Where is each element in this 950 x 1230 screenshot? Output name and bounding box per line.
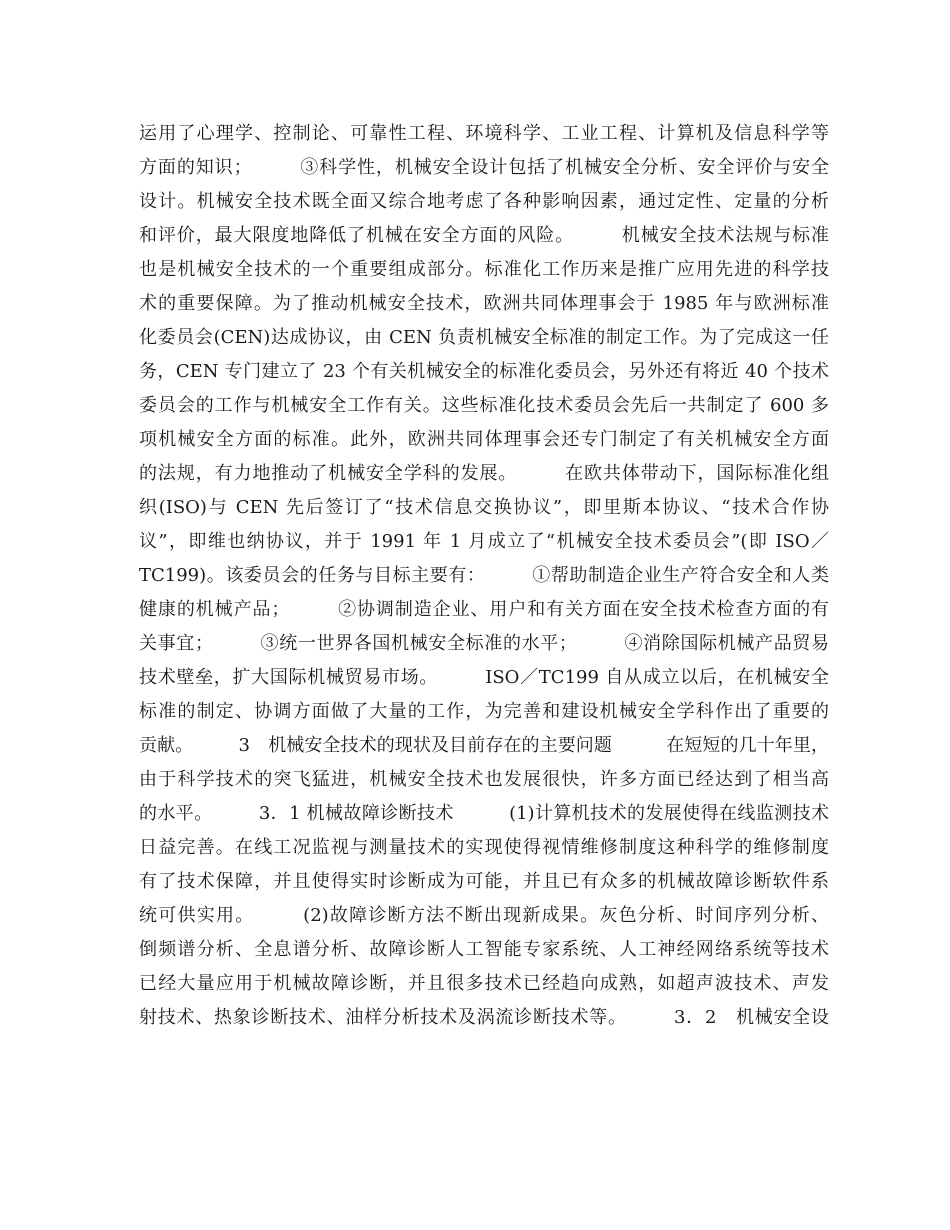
text-line: 已经大量应用于机械故障诊断，并且很多技术已经趋向成熟，如超声波技术、声发	[139, 973, 829, 994]
text-line: 技术壁垒，扩大国际机械贸易市场。 ISO／TC199 自从成立以后，在机械安全	[139, 667, 829, 688]
text-line: 射技术、热象诊断技术、油样分析技术及涡流诊断技术等。 3．2 机械安全设	[139, 1007, 829, 1028]
text-line: 日益完善。在线工况监视与测量技术的实现使得视情维修制度这种科学的维修制度	[139, 837, 829, 858]
text-line: 由于科学技术的突飞猛进，机械安全技术也发展很快，许多方面已经达到了相当高	[139, 769, 829, 790]
text-line: 运用了心理学、控制论、可靠性工程、环境科学、工业工程、计算机及信息科学等	[139, 123, 829, 144]
text-line: 健康的机械产品； ②协调制造企业、用户和有关方面在安全技术检查方面的有	[139, 599, 829, 620]
text-line: 有了技术保障，并且使得实时诊断成为可能，并且已有众多的机械故障诊断软件系	[139, 871, 829, 892]
text-line: 的法规，有力地推动了机械安全学科的发展。 在欧共体带动下，国际标准化组	[139, 463, 829, 484]
text-line: 术的重要保障。为了推动机械安全技术，欧洲共同体理事会于 1985 年与欧洲标准	[139, 293, 829, 314]
body-text	[139, 117, 829, 1035]
text-line: 倒频谱分析、全息谱分析、故障诊断人工智能专家系统、人工神经网络系统等技术	[139, 939, 829, 960]
text-line: 织(ISO)与 CEN 先后签订了“技术信息交换协议”，即里斯本协议、“技术合作协	[139, 497, 829, 518]
text-line: 也是机械安全技术的一个重要组成部分。标准化工作历来是推广应用先进的科学技	[139, 259, 829, 280]
text-line: 方面的知识； ③科学性，机械安全设计包括了机械安全分析、安全评价与安全	[139, 157, 829, 178]
text-line: 设计。机械安全技术既全面又综合地考虑了各种影响因素，通过定性、定量的分析	[139, 191, 829, 212]
text-line: 化委员会(CEN)达成协议，由 CEN 负责机械安全标准的制定工作。为了完成这一任	[139, 327, 829, 348]
text-line: 的水平。 3．1 机械故障诊断技术 (1)计算机技术的发展使得在线监测技术	[139, 803, 829, 824]
text-line: TC199)。该委员会的任务与目标主要有： ①帮助制造企业生产符合安全和人类	[139, 565, 829, 586]
text-line: 标准的制定、协调方面做了大量的工作，为完善和建设机械安全学科作出了重要的	[139, 701, 829, 722]
text-line: 贡献。 3 机械安全技术的现状及目前存在的主要问题 在短短的几十年里，	[139, 735, 829, 756]
text-line: 统可供实用。 (2)故障诊断方法不断出现新成果。灰色分析、时间序列分析、	[139, 905, 829, 926]
text-line: 和评价，最大限度地降低了机械在安全方面的风险。 机械安全技术法规与标准	[139, 225, 829, 246]
text-line: 关事宜； ③统一世界各国机械安全标准的水平； ④消除国际机械产品贸易	[139, 633, 829, 654]
text-line: 委员会的工作与机械安全工作有关。这些标准化技术委员会先后一共制定了 600 多	[139, 395, 829, 416]
text-line: 项机械安全方面的标准。此外，欧洲共同体理事会还专门制定了有关机械安全方面	[139, 429, 829, 450]
text-line: 议”，即维也纳协议，并于 1991 年 1 月成立了“机械安全技术委员会”(即 ISO／	[139, 531, 829, 552]
text-line: 务，CEN 专门建立了 23 个有关机械安全的标准化委员会，另外还有将近 40 个技术	[139, 361, 829, 382]
